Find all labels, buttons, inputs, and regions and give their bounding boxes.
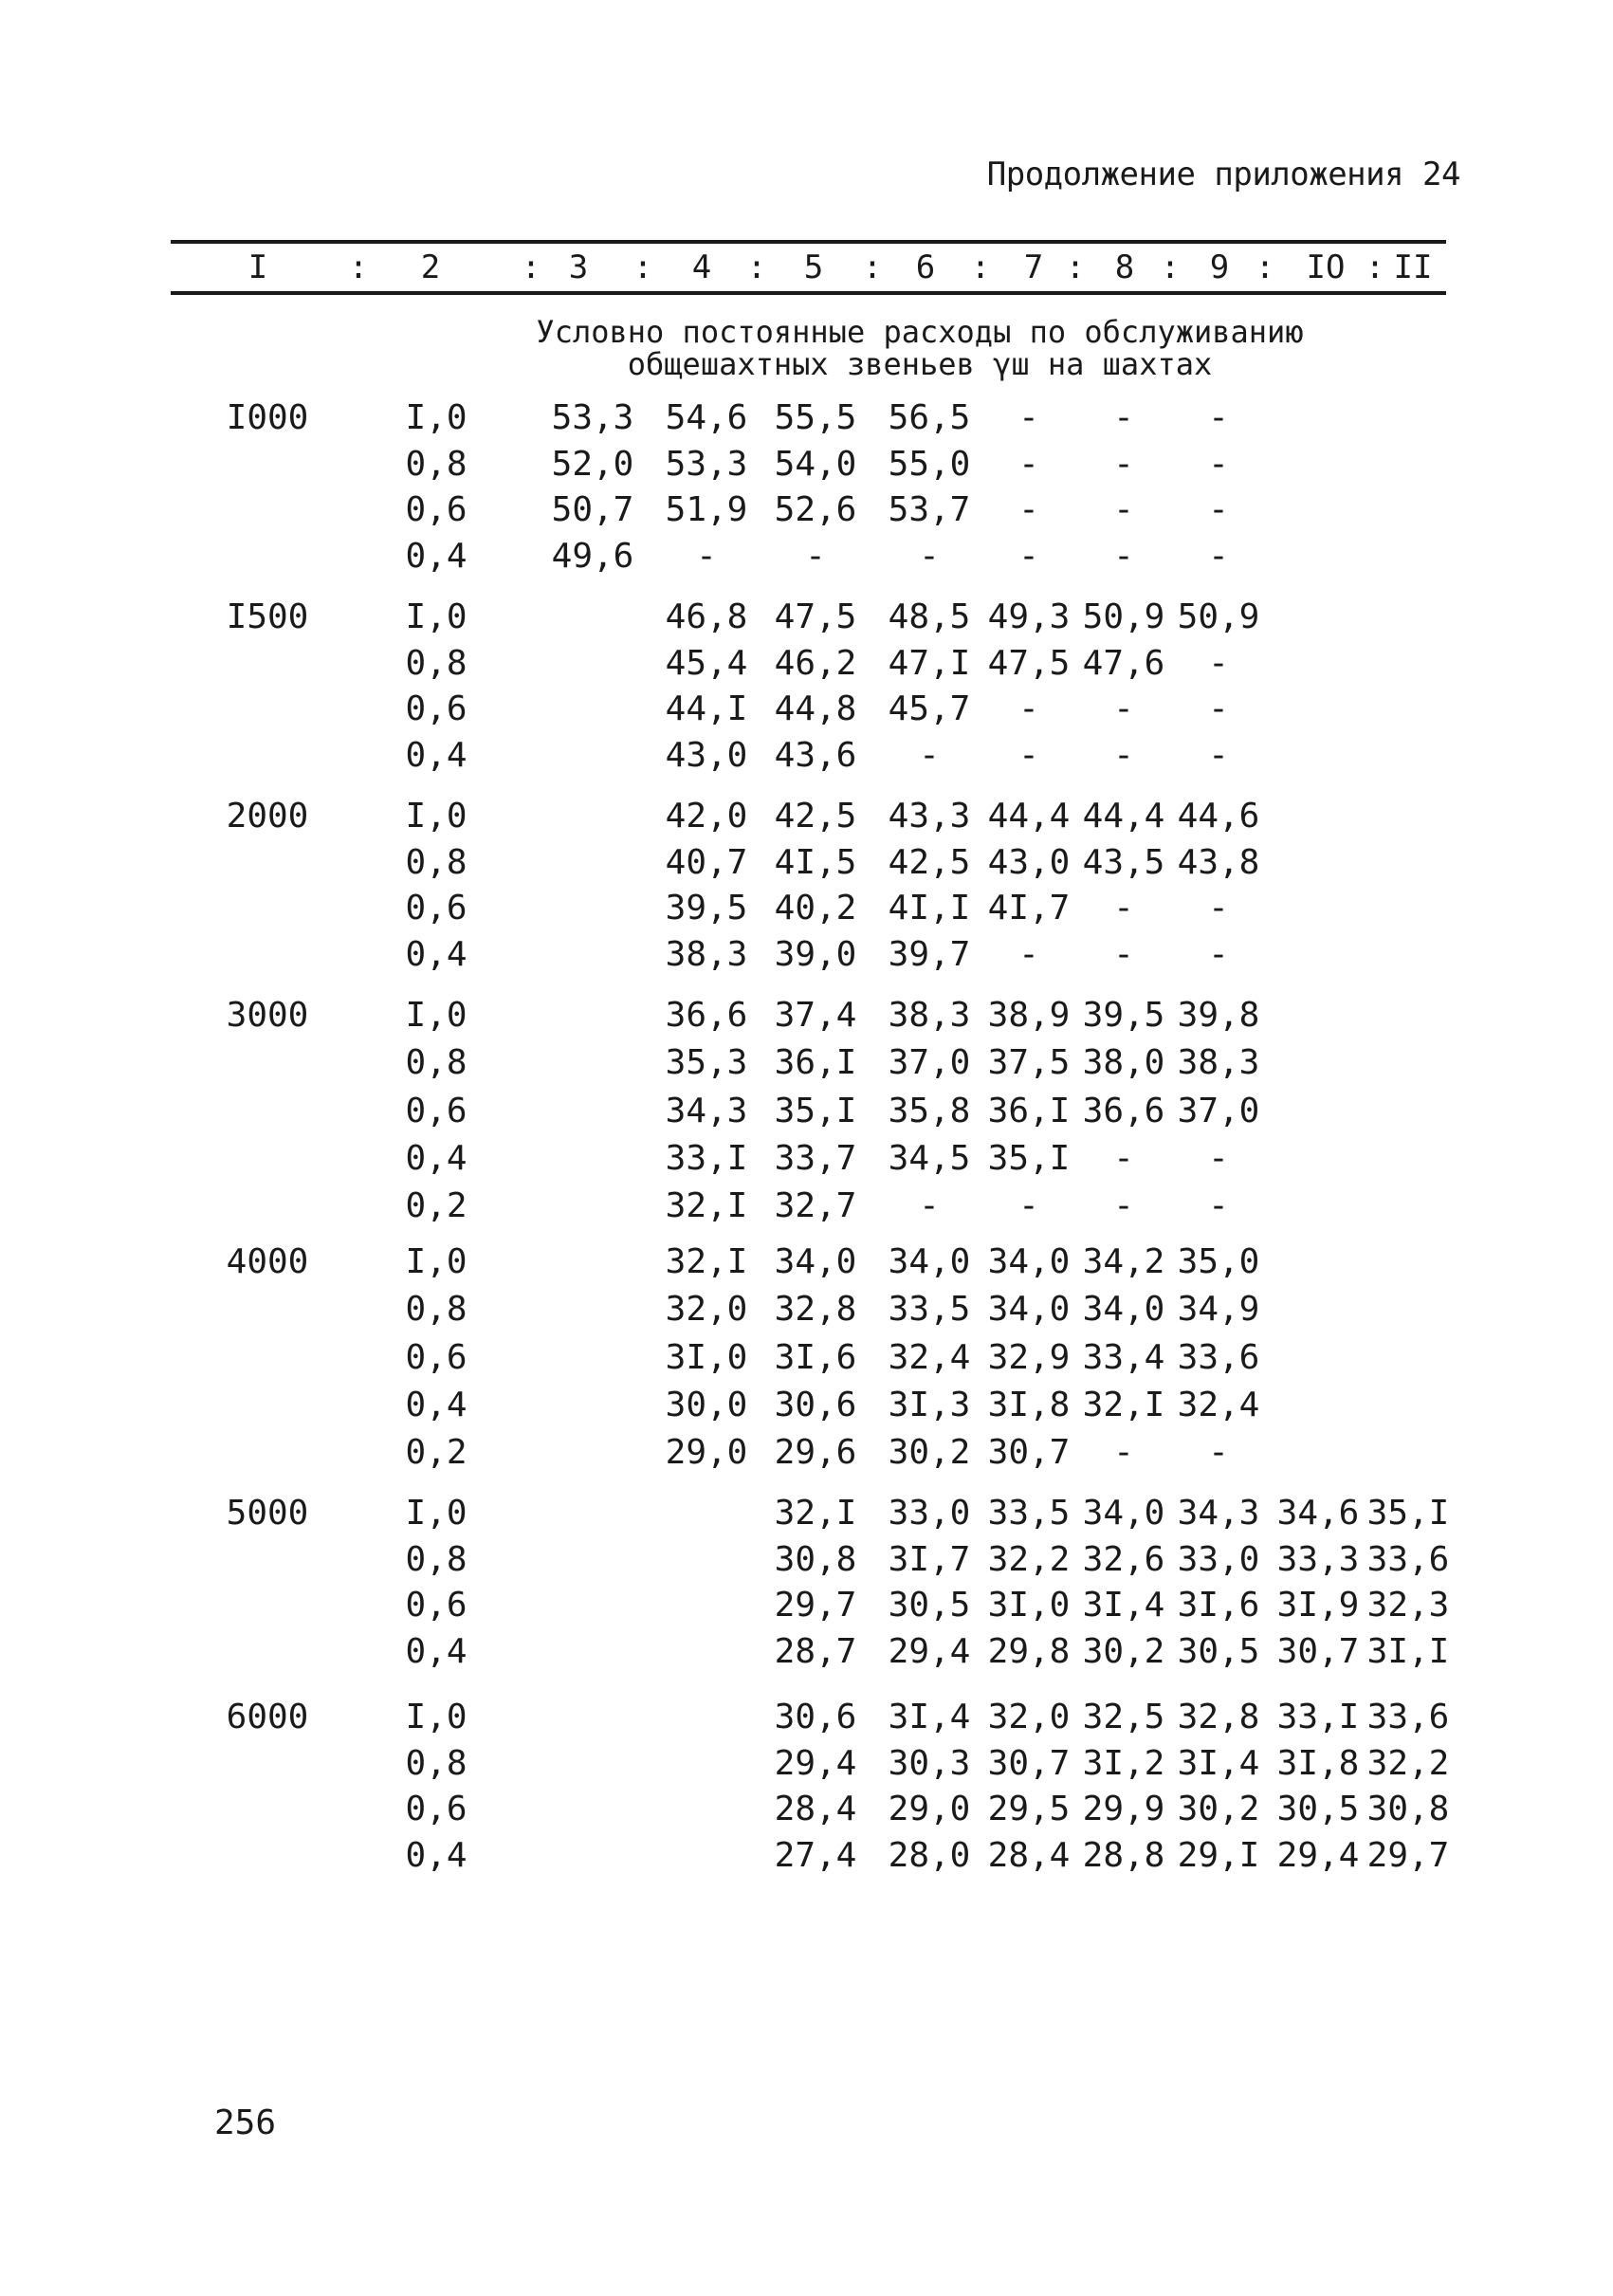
table-cell: 3I,6 (774, 1337, 857, 1377)
table-cell: 37,0 (888, 1043, 971, 1083)
table-cell: 29,5 (987, 1790, 1071, 1829)
table-cell: 32,3 (1366, 1586, 1450, 1626)
depth-value: I500 (226, 597, 309, 636)
table-cell: 50,9 (1082, 597, 1165, 636)
table-cell: 29,7 (1366, 1836, 1450, 1876)
table-cell: 44,6 (1177, 797, 1260, 836)
table-cell: 30,0 (665, 1385, 748, 1424)
table-cell: 35,I (1366, 1494, 1450, 1533)
table-cell: 37,5 (987, 1043, 1071, 1083)
table-cell: 37,0 (1177, 1091, 1260, 1130)
coefficient-value: 0,2 (405, 1433, 467, 1473)
table-cell: 32,I (1082, 1385, 1165, 1424)
coefficient-value: 0,8 (405, 1043, 467, 1083)
table-cell: 32,4 (1177, 1385, 1260, 1424)
table-cell: 53,3 (551, 398, 634, 437)
header-cell: : (1065, 248, 1086, 286)
table-cell: 35,I (987, 1138, 1071, 1178)
table-cell: 39,5 (665, 889, 748, 928)
coefficient-value: 0,8 (405, 643, 467, 683)
table-cell: 47,5 (774, 597, 857, 636)
coefficient-value: 0,6 (405, 1091, 467, 1130)
table-cell: - (1113, 935, 1134, 975)
table-cell: - (1208, 537, 1229, 577)
table-cell: - (1208, 689, 1229, 729)
coefficient-value: I,0 (405, 996, 467, 1035)
table-cell: 3I,I (1366, 1632, 1450, 1672)
table-cell: 30,5 (1276, 1790, 1360, 1829)
table-cell: - (1113, 1186, 1134, 1226)
table-cell: 36,I (987, 1091, 1071, 1130)
table-cell: - (696, 537, 717, 577)
table-cell: 51,9 (665, 490, 748, 530)
header-cell: : (862, 248, 883, 286)
table-cell: 30,7 (987, 1743, 1071, 1783)
header-cell: 6 (915, 248, 936, 286)
table-cell: 50,9 (1177, 597, 1260, 636)
table-cell: 39,5 (1082, 996, 1165, 1035)
table-header-rule (171, 291, 1446, 295)
header-cell: : (1160, 248, 1181, 286)
table-cell: - (1208, 935, 1229, 975)
table-cell: 32,9 (987, 1337, 1071, 1377)
coefficient-value: 0,2 (405, 1186, 467, 1226)
table-cell: - (1208, 490, 1229, 530)
table-cell: - (1113, 889, 1134, 928)
header-cell: : (632, 248, 653, 286)
table-cell: 54,6 (665, 398, 748, 437)
coefficient-value: 0,8 (405, 1290, 467, 1330)
table-cell: 44,4 (1082, 797, 1165, 836)
depth-value: 6000 (226, 1698, 309, 1736)
header-cell: 5 (803, 248, 824, 286)
table-cell: 33,6 (1366, 1698, 1450, 1736)
table-cell: 27,4 (774, 1836, 857, 1876)
table-cell: - (805, 537, 826, 577)
coefficient-value: 0,4 (405, 736, 467, 776)
continuation-heading: Продолжение приложения 24 (986, 156, 1460, 193)
table-cell: 33,5 (888, 1290, 971, 1330)
table-cell: - (1113, 1433, 1134, 1473)
table-cell: 32,I (665, 1242, 748, 1281)
table-cell: 30,7 (1276, 1632, 1360, 1672)
table-cell: 33,5 (987, 1494, 1071, 1533)
table-cell: 43,0 (665, 736, 748, 776)
table-cell: 34,9 (1177, 1290, 1260, 1330)
coefficient-value: 0,8 (405, 444, 467, 484)
header-cell: 8 (1114, 248, 1135, 286)
table-cell: 28,8 (1082, 1836, 1165, 1876)
table-cell: 29,7 (774, 1586, 857, 1626)
table-cell: 35,0 (1177, 1242, 1260, 1281)
table-cell: 40,7 (665, 842, 748, 882)
coefficient-value: 0,6 (405, 490, 467, 530)
header-cell: : (1255, 248, 1275, 286)
coefficient-value: 0,4 (405, 1836, 467, 1876)
table-cell: 34,0 (1082, 1494, 1165, 1533)
table-cell: - (1113, 444, 1134, 484)
table-cell: 3I,4 (1082, 1586, 1165, 1626)
table-cell: 34,3 (1177, 1494, 1260, 1533)
header-cell: : (1365, 248, 1385, 286)
table-cell: 30,8 (1366, 1790, 1450, 1829)
table-cell: 3I,4 (888, 1698, 971, 1736)
table-cell: - (1113, 1138, 1134, 1178)
table-cell: 33,6 (1366, 1539, 1450, 1579)
table-cell: 3I,6 (1177, 1586, 1260, 1626)
table-cell: 32,4 (888, 1337, 971, 1377)
table-cell: 29,4 (888, 1632, 971, 1672)
table-cell: 50,7 (551, 490, 634, 530)
page-number: 256 (214, 2103, 277, 2142)
table-cell: 37,4 (774, 996, 857, 1035)
header-cell: : (970, 248, 991, 286)
table-cell: 49,3 (987, 597, 1071, 636)
table-cell: 38,3 (888, 996, 971, 1035)
table-cell: - (1208, 1138, 1229, 1178)
table-cell: 29,8 (987, 1632, 1071, 1672)
table-cell: 39,8 (1177, 996, 1260, 1035)
table-cell: 29,0 (665, 1433, 748, 1473)
table-cell: 33,6 (1177, 1337, 1260, 1377)
table-cell: 32,2 (1366, 1743, 1450, 1783)
table-cell: 34,2 (1082, 1242, 1165, 1281)
table-cell: 32,8 (774, 1290, 857, 1330)
table-cell: 28,4 (987, 1836, 1071, 1876)
depth-value: 4000 (226, 1242, 309, 1281)
table-cell: 47,5 (987, 643, 1071, 683)
table-cell: 30,7 (987, 1433, 1071, 1473)
table-cell: 43,0 (987, 842, 1071, 882)
table-cell: 3I,8 (987, 1385, 1071, 1424)
table-cell: 46,8 (665, 597, 748, 636)
table-cell: 32,7 (774, 1186, 857, 1226)
coefficient-value: I,0 (405, 1494, 467, 1533)
table-cell: 32,0 (987, 1698, 1071, 1736)
table-cell: 36,6 (665, 996, 748, 1035)
table-cell: 32,I (774, 1494, 857, 1533)
coefficient-value: 0,6 (405, 1337, 467, 1377)
table-cell: 32,8 (1177, 1698, 1260, 1736)
coefficient-value: 0,4 (405, 537, 467, 577)
table-cell: 3I,2 (1082, 1743, 1165, 1783)
table-cell: 4I,5 (774, 842, 857, 882)
table-cell: - (1208, 444, 1229, 484)
table-cell: 30,2 (888, 1433, 971, 1473)
table-cell: 3I,9 (1276, 1586, 1360, 1626)
table-cell: 30,5 (1177, 1632, 1260, 1672)
table-cell: 45,4 (665, 643, 748, 683)
table-cell: 29,4 (1276, 1836, 1360, 1876)
table-cell: 42,5 (888, 842, 971, 882)
table-cell: 52,0 (551, 444, 634, 484)
table-cell: - (1113, 537, 1134, 577)
table-cell: 34,0 (888, 1242, 971, 1281)
table-cell: - (1018, 1186, 1039, 1226)
table-cell: 29,4 (774, 1743, 857, 1783)
table-cell: 44,4 (987, 797, 1071, 836)
table-cell: 30,6 (774, 1385, 857, 1424)
table-cell: - (1018, 935, 1039, 975)
table-cell: 43,3 (888, 797, 971, 836)
coefficient-value: 0,4 (405, 1632, 467, 1672)
table-cell: 35,8 (888, 1091, 971, 1130)
coefficient-value: 0,4 (405, 935, 467, 975)
coefficient-value: I,0 (405, 1698, 467, 1736)
table-cell: 42,5 (774, 797, 857, 836)
table-cell: - (1018, 490, 1039, 530)
coefficient-value: 0,8 (405, 1539, 467, 1579)
table-cell: 30,8 (774, 1539, 857, 1579)
coefficient-value: 0,4 (405, 1138, 467, 1178)
table-cell: 44,I (665, 689, 748, 729)
table-cell: 53,3 (665, 444, 748, 484)
table-cell: 42,0 (665, 797, 748, 836)
table-cell: 3I,3 (888, 1385, 971, 1424)
table-cell: 46,2 (774, 643, 857, 683)
table-cell: - (1018, 736, 1039, 776)
table-cell: 4I,I (888, 889, 971, 928)
table-cell: 54,0 (774, 444, 857, 484)
table-cell: 35,3 (665, 1043, 748, 1083)
table-cell: - (1113, 689, 1134, 729)
depth-value: 5000 (226, 1494, 309, 1533)
table-cell: 32,0 (665, 1290, 748, 1330)
table-cell: - (1208, 398, 1229, 437)
table-cell: - (919, 1186, 940, 1226)
table-cell: 38,9 (987, 996, 1071, 1035)
table-cell: 32,2 (987, 1539, 1071, 1579)
table-cell: - (1113, 736, 1134, 776)
table-cell: - (1018, 537, 1039, 577)
depth-value: 2000 (226, 797, 309, 836)
table-cell: 40,2 (774, 889, 857, 928)
table-cell: 39,0 (774, 935, 857, 975)
table-cell: 3I,7 (888, 1539, 971, 1579)
table-cell: 44,8 (774, 689, 857, 729)
coefficient-value: 0,6 (405, 1790, 467, 1829)
table-cell: - (1113, 490, 1134, 530)
table-cell: 34,6 (1276, 1494, 1360, 1533)
table-cell: 43,8 (1177, 842, 1260, 882)
table-cell: - (1208, 889, 1229, 928)
table-cell: 34,0 (987, 1290, 1071, 1330)
table-cell: 33,0 (1177, 1539, 1260, 1579)
table-cell: - (1208, 643, 1229, 683)
header-cell: 9 (1209, 248, 1230, 286)
table-cell: - (1208, 1186, 1229, 1226)
table-cell: 29,0 (888, 1790, 971, 1829)
table-cell: 36,I (774, 1043, 857, 1083)
coefficient-value: 0,6 (405, 889, 467, 928)
header-cell: 7 (1023, 248, 1044, 286)
table-cell: 55,5 (774, 398, 857, 437)
coefficient-value: I,0 (405, 1242, 467, 1281)
table-cell: 30,3 (888, 1743, 971, 1783)
coefficient-value: 0,8 (405, 842, 467, 882)
table-cell: 3I,0 (987, 1586, 1071, 1626)
table-cell: 29,9 (1082, 1790, 1165, 1829)
table-cell: 4I,7 (987, 889, 1071, 928)
coefficient-value: I,0 (405, 597, 467, 636)
table-cell: 34,0 (1082, 1290, 1165, 1330)
header-cell: II (1393, 248, 1433, 286)
table-cell: 48,5 (888, 597, 971, 636)
depth-value: I000 (226, 398, 309, 437)
table-cell: 30,6 (774, 1698, 857, 1736)
table-cell: 34,0 (774, 1242, 857, 1281)
table-cell: 43,5 (1082, 842, 1165, 882)
table-cell: 29,I (1177, 1836, 1260, 1876)
table-cell: 30,2 (1082, 1632, 1165, 1672)
table-cell: 33,I (665, 1138, 748, 1178)
coefficient-value: I,0 (405, 797, 467, 836)
table-cell: 35,I (774, 1091, 857, 1130)
table-cell: 30,2 (1177, 1790, 1260, 1829)
coefficient-value: I,0 (405, 398, 467, 437)
table-cell: 43,6 (774, 736, 857, 776)
table-cell: 49,6 (551, 537, 634, 577)
table-cell: 29,6 (774, 1433, 857, 1473)
table-cell: 28,0 (888, 1836, 971, 1876)
table-cell: 52,6 (774, 490, 857, 530)
table-cell: 33,0 (888, 1494, 971, 1533)
table-cell: 3I,8 (1276, 1743, 1360, 1783)
header-cell: 4 (691, 248, 712, 286)
coefficient-value: 0,6 (405, 689, 467, 729)
table-cell: 47,I (888, 643, 971, 683)
table-cell: 55,0 (888, 444, 971, 484)
table-cell: 33,7 (774, 1138, 857, 1178)
table-cell: 30,5 (888, 1586, 971, 1626)
table-cell: 33,I (1276, 1698, 1360, 1736)
table-cell: 34,0 (987, 1242, 1071, 1281)
table-cell: 38,0 (1082, 1043, 1165, 1083)
table-cell: 32,6 (1082, 1539, 1165, 1579)
header-cell: I (247, 248, 268, 286)
table-cell: - (1113, 398, 1134, 437)
caption-line-2: общешахтных звеньев γш на шахтах (627, 346, 1213, 382)
table-cell: - (1018, 444, 1039, 484)
caption-line-1: Условно постоянные расходы по обслуживанию (536, 314, 1304, 350)
table-cell: 28,4 (774, 1790, 857, 1829)
table-cell: - (1208, 1433, 1229, 1473)
table-cell: - (1018, 398, 1039, 437)
table-cell: 38,3 (1177, 1043, 1260, 1083)
table-cell: 36,6 (1082, 1091, 1165, 1130)
coefficient-value: 0,6 (405, 1586, 467, 1626)
table-cell: 39,7 (888, 935, 971, 975)
header-cell: 2 (420, 248, 441, 286)
table-cell: - (1018, 689, 1039, 729)
table-cell: 47,6 (1082, 643, 1165, 683)
table-cell: 3I,0 (665, 1337, 748, 1377)
table-cell: 32,5 (1082, 1698, 1165, 1736)
header-cell: IO (1306, 248, 1346, 286)
table-cell: 32,I (665, 1186, 748, 1226)
table-cell: 28,7 (774, 1632, 857, 1672)
coefficient-value: 0,4 (405, 1385, 467, 1424)
table-cell: 3I,4 (1177, 1743, 1260, 1783)
table-top-rule (171, 240, 1446, 244)
table-cell: - (919, 736, 940, 776)
table-cell: 33,3 (1276, 1539, 1360, 1579)
coefficient-value: 0,8 (405, 1743, 467, 1783)
table-cell: 53,7 (888, 490, 971, 530)
table-cell: - (919, 537, 940, 577)
table-cell: 34,5 (888, 1138, 971, 1178)
table-cell: 33,4 (1082, 1337, 1165, 1377)
table-cell: 34,3 (665, 1091, 748, 1130)
header-cell: : (521, 248, 541, 286)
header-cell: 3 (568, 248, 589, 286)
depth-value: 3000 (226, 996, 309, 1035)
table-cell: - (1208, 736, 1229, 776)
table-cell: 56,5 (888, 398, 971, 437)
header-cell: : (746, 248, 767, 286)
table-cell: 45,7 (888, 689, 971, 729)
table-cell: 38,3 (665, 935, 748, 975)
header-cell: : (348, 248, 369, 286)
